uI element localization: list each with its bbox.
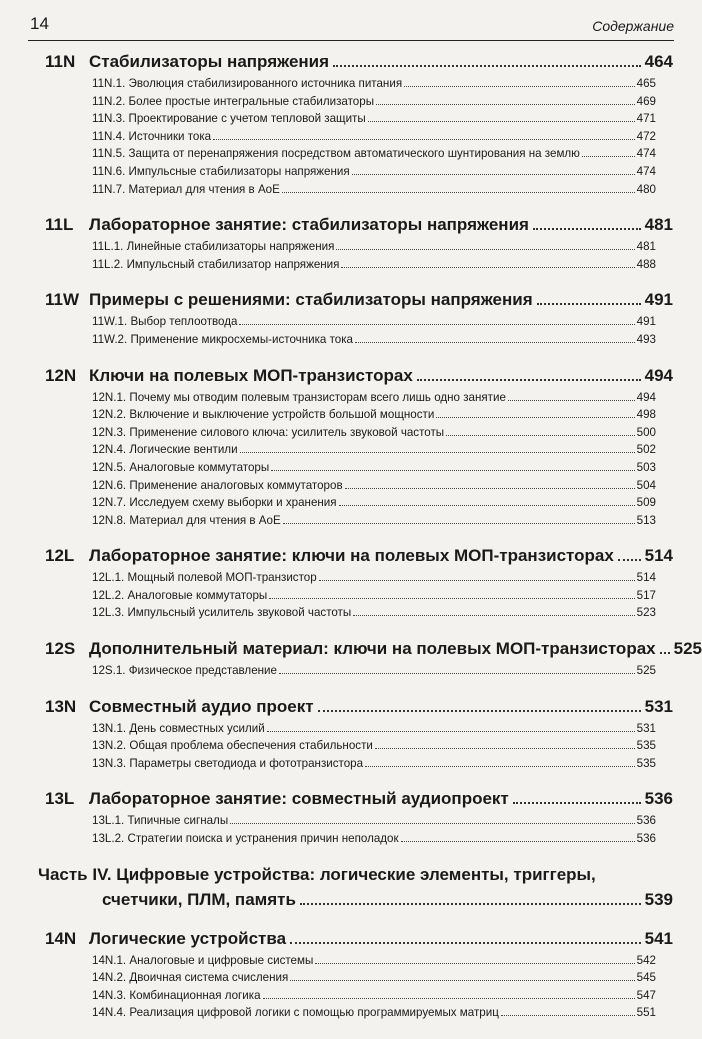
- section-row: [92, 315, 656, 333]
- section-row: [92, 183, 656, 201]
- section-title: 12N.3. Применение силового ключа: усилитель звуковой частоты: [92, 425, 445, 439]
- section-row: [92, 757, 656, 775]
- chapter-code: 12N: [45, 365, 77, 385]
- toc-chapter: [0, 290, 702, 350]
- section-title: 12N.7. Исследуем схему выборки и хранения: [92, 496, 337, 510]
- dot-leader: [283, 523, 635, 524]
- section-title: 11N.2. Более простые интегральные стабилизаторы: [92, 94, 375, 108]
- section-title: 12N.5. Аналоговые коммутаторы: [92, 460, 270, 474]
- table-of-contents: [0, 52, 702, 1039]
- chapter-title: Лабораторное занятие: ключи на полевых МОП-транзисторах: [89, 546, 614, 566]
- section-row: [92, 606, 656, 624]
- part-page: 539: [644, 889, 673, 909]
- section-page: 493: [636, 332, 656, 346]
- chapter-title: Примеры с решениями: стабилизаторы напряжения: [89, 290, 533, 310]
- dot-leader: [582, 156, 635, 157]
- dot-leader: [436, 417, 634, 418]
- chapter-title: Совместный аудио проект: [89, 696, 314, 716]
- chapter-row: [45, 52, 673, 77]
- dot-leader: [269, 598, 634, 599]
- section-page: 545: [636, 971, 656, 985]
- chapter-page: 536: [644, 789, 673, 809]
- chapter-code: 14N: [45, 928, 77, 948]
- section-title: 12S.1. Физическое представление: [92, 664, 277, 678]
- toc-chapter: [0, 929, 702, 1024]
- page-header: [28, 0, 674, 41]
- section-row: [92, 814, 656, 832]
- chapter-page: 514: [644, 546, 673, 566]
- dot-leader: [501, 1015, 635, 1016]
- section-page: 498: [636, 408, 656, 422]
- section-title: 12N.6. Применение аналоговых коммутаторов: [92, 478, 343, 492]
- dot-leader: [352, 174, 635, 175]
- section-title: 14N.2. Двоичная система счисления: [92, 971, 289, 985]
- section-row: [92, 514, 656, 532]
- section-title: 12L.1. Мощный полевой МОП-транзистор: [92, 571, 317, 585]
- section-row: [92, 333, 656, 351]
- chapter-code: 11W: [45, 290, 80, 310]
- toc-chapters-after: [0, 929, 702, 1024]
- section-title: 12N.4. Логические вентили: [92, 443, 238, 457]
- chapter-row: [45, 697, 673, 722]
- section-row: [92, 722, 656, 740]
- dot-leader: [318, 710, 641, 712]
- section-row: [92, 147, 656, 165]
- chapter-title: Лабораторное занятие: стабилизаторы напряжения: [89, 215, 529, 235]
- toc-part-heading: [0, 865, 702, 917]
- chapter-code: 13L: [45, 789, 75, 809]
- section-row: [92, 112, 656, 130]
- toc-chapter: [0, 215, 702, 275]
- section-row: [92, 832, 656, 850]
- dot-leader: [240, 452, 635, 453]
- section-page: 494: [636, 390, 656, 404]
- section-row: [92, 461, 656, 479]
- chapter-code: 12L: [45, 546, 75, 566]
- toc-chapter: [0, 366, 702, 532]
- chapter-code: 11L: [45, 215, 74, 235]
- section-title: 13L.2. Стратегии поиска и устранения причин неполадок: [92, 832, 399, 846]
- dot-leader: [508, 400, 635, 401]
- chapter-page: 491: [644, 290, 673, 310]
- toc-chapters: [0, 52, 702, 850]
- section-page: 474: [636, 147, 656, 161]
- section-row: [92, 954, 656, 972]
- dot-leader: [365, 766, 635, 767]
- dot-leader: [368, 121, 635, 122]
- dot-leader: [618, 559, 641, 561]
- section-page: 547: [636, 988, 656, 1002]
- chapter-title: Ключи на полевых МОП-транзисторах: [89, 365, 413, 385]
- section-page: 465: [636, 77, 656, 90]
- section-page: 513: [636, 513, 656, 527]
- chapter-code: 13N: [45, 696, 77, 716]
- dot-leader: [263, 998, 635, 999]
- dot-leader: [345, 488, 635, 489]
- section-row: [92, 589, 656, 607]
- section-page: 525: [636, 664, 656, 678]
- section-page: 503: [636, 460, 656, 474]
- section-row: [92, 240, 656, 258]
- section-row: [92, 971, 656, 989]
- running-head: Содержание: [592, 18, 674, 34]
- chapter-title: Логические устройства: [89, 928, 287, 948]
- dot-leader: [290, 980, 634, 981]
- section-title: 14N.4. Реализация цифровой логики с помощью программируемых матриц: [92, 1006, 499, 1020]
- dot-leader: [537, 303, 641, 305]
- toc-chapter: [0, 546, 702, 624]
- dot-leader: [375, 748, 635, 749]
- section-title: 11N.5. Защита от перенапряжения посредством автоматического шунтирования на землю: [92, 147, 580, 161]
- section-page: 531: [636, 721, 656, 735]
- section-row: [92, 258, 656, 276]
- dot-leader: [401, 841, 635, 842]
- dot-leader: [341, 267, 634, 268]
- section-row: [92, 426, 656, 444]
- section-row: [92, 443, 656, 461]
- dot-leader: [333, 65, 641, 67]
- section-title: 12N.8. Материал для чтения в AoE: [92, 513, 281, 527]
- chapter-page: 541: [644, 928, 673, 948]
- section-page: 509: [636, 496, 656, 510]
- section-page: 517: [636, 588, 656, 602]
- section-page: 504: [636, 478, 656, 492]
- section-row: [92, 408, 656, 426]
- section-title: 11L.2. Импульсный стабилизатор напряжения: [92, 257, 340, 271]
- section-row: [92, 391, 656, 409]
- dot-leader: [339, 505, 635, 506]
- part-title-row: [102, 890, 673, 917]
- section-row: [92, 165, 656, 183]
- section-title: 12N.1. Почему мы отводим полевым транзисторам всего лишь одно занятие: [92, 390, 506, 404]
- section-row: [92, 130, 656, 148]
- toc-chapter: [0, 639, 702, 682]
- section-page: 469: [636, 94, 656, 108]
- section-page: 535: [636, 739, 656, 753]
- chapter-row: [45, 789, 673, 814]
- section-page: 474: [636, 164, 656, 178]
- chapter-page: 494: [644, 365, 673, 385]
- section-page: 536: [636, 832, 656, 846]
- dot-leader: [319, 580, 635, 581]
- section-page: 536: [636, 814, 656, 828]
- section-row: [92, 95, 656, 113]
- section-page: 514: [636, 571, 656, 585]
- section-title: 11L.1. Линейные стабилизаторы напряжения: [92, 240, 335, 254]
- dot-leader: [271, 470, 634, 471]
- section-row: [92, 664, 656, 682]
- section-title: 13L.1. Типичные сигналы: [92, 814, 229, 828]
- section-page: 491: [636, 315, 656, 329]
- section-title: 11N.7. Материал для чтения в AoE: [92, 182, 280, 196]
- dot-leader: [239, 324, 634, 325]
- chapter-row: [45, 639, 702, 664]
- dot-leader: [282, 192, 635, 193]
- dot-leader: [279, 673, 635, 674]
- section-row: [92, 1006, 656, 1024]
- section-title: 12N.2. Включение и выключение устройств большой мощности: [92, 408, 435, 422]
- section-page: 500: [636, 425, 656, 439]
- dot-leader: [336, 249, 634, 250]
- dot-leader: [660, 652, 670, 654]
- section-title: 14N.1. Аналоговые и цифровые системы: [92, 953, 314, 967]
- chapter-title: Лабораторное занятие: совместный аудиопроект: [89, 789, 509, 809]
- dot-leader: [353, 615, 634, 616]
- section-title: 11N.1. Эволюция стабилизированного источника питания: [92, 77, 403, 90]
- section-title: 13N.3. Параметры светодиода и фототранзистора: [92, 756, 364, 770]
- dot-leader: [446, 435, 635, 436]
- section-title: 12L.3. Импульсный усилитель звуковой частоты: [92, 606, 352, 620]
- chapter-page: 525: [673, 639, 702, 659]
- section-title: 13N.1. День совместных усилий: [92, 721, 265, 735]
- chapter-code: 11N: [45, 52, 76, 71]
- section-page: 480: [636, 182, 656, 196]
- chapter-title: Стабилизаторы напряжения: [89, 52, 330, 71]
- toc-chapter: [0, 52, 702, 200]
- chapter-row: [45, 929, 673, 954]
- dot-leader: [404, 86, 635, 87]
- chapter-row: [45, 366, 673, 391]
- dot-leader: [315, 963, 634, 964]
- dot-leader: [300, 903, 641, 905]
- chapter-title: Дополнительный материал: ключи на полевых МОП-транзисторах: [89, 639, 656, 659]
- section-title: 11N.3. Проектирование с учетом тепловой защиты: [92, 112, 366, 126]
- section-page: 523: [636, 606, 656, 620]
- section-title: 11N.6. Импульсные стабилизаторы напряжения: [92, 164, 350, 178]
- dot-leader: [355, 342, 635, 343]
- dot-leader: [376, 104, 635, 105]
- dot-leader: [213, 139, 635, 140]
- section-title: 14N.3. Комбинационная логика: [92, 988, 261, 1002]
- dot-leader: [290, 942, 641, 944]
- section-row: [92, 77, 656, 95]
- section-page: 488: [636, 257, 656, 271]
- section-page: 471: [636, 112, 656, 126]
- section-title: 13N.2. Общая проблема обеспечения стабильности: [92, 739, 373, 753]
- section-row: [92, 989, 656, 1007]
- chapter-page: 481: [644, 215, 673, 235]
- dot-leader: [417, 379, 641, 381]
- toc-chapter: [0, 789, 702, 849]
- part-title-line1: Часть IV. Цифровые устройства: логические элементы, триггеры,: [38, 864, 596, 884]
- section-row: [92, 739, 656, 757]
- section-title: 11W.2. Применение микросхемы-источника тока: [92, 332, 353, 346]
- section-row: [92, 571, 656, 589]
- section-page: 481: [636, 240, 656, 254]
- toc-chapter: [0, 697, 702, 775]
- chapter-row: [45, 290, 673, 315]
- dot-leader: [267, 731, 635, 732]
- chapter-page: 464: [644, 52, 673, 71]
- chapter-page: 531: [644, 696, 673, 716]
- chapter-code: 12S: [45, 639, 76, 659]
- section-page: 535: [636, 756, 656, 770]
- section-page: 551: [636, 1006, 656, 1020]
- section-title: 12L.2. Аналоговые коммутаторы: [92, 588, 268, 602]
- section-row: [92, 496, 656, 514]
- section-row: [92, 479, 656, 497]
- dot-leader: [533, 228, 641, 230]
- section-page: 502: [636, 443, 656, 457]
- dot-leader: [513, 802, 641, 804]
- chapter-row: [45, 546, 673, 571]
- part-title-line2: счетчики, ПЛМ, память: [102, 889, 296, 909]
- section-title: 11W.1. Выбор теплоотвода: [92, 315, 238, 329]
- section-page: 472: [636, 129, 656, 143]
- section-title: 11N.4. Источники тока: [92, 129, 212, 143]
- dot-leader: [230, 823, 635, 824]
- page-number: 14: [30, 14, 49, 33]
- section-page: 542: [636, 953, 656, 967]
- chapter-row: [45, 215, 673, 240]
